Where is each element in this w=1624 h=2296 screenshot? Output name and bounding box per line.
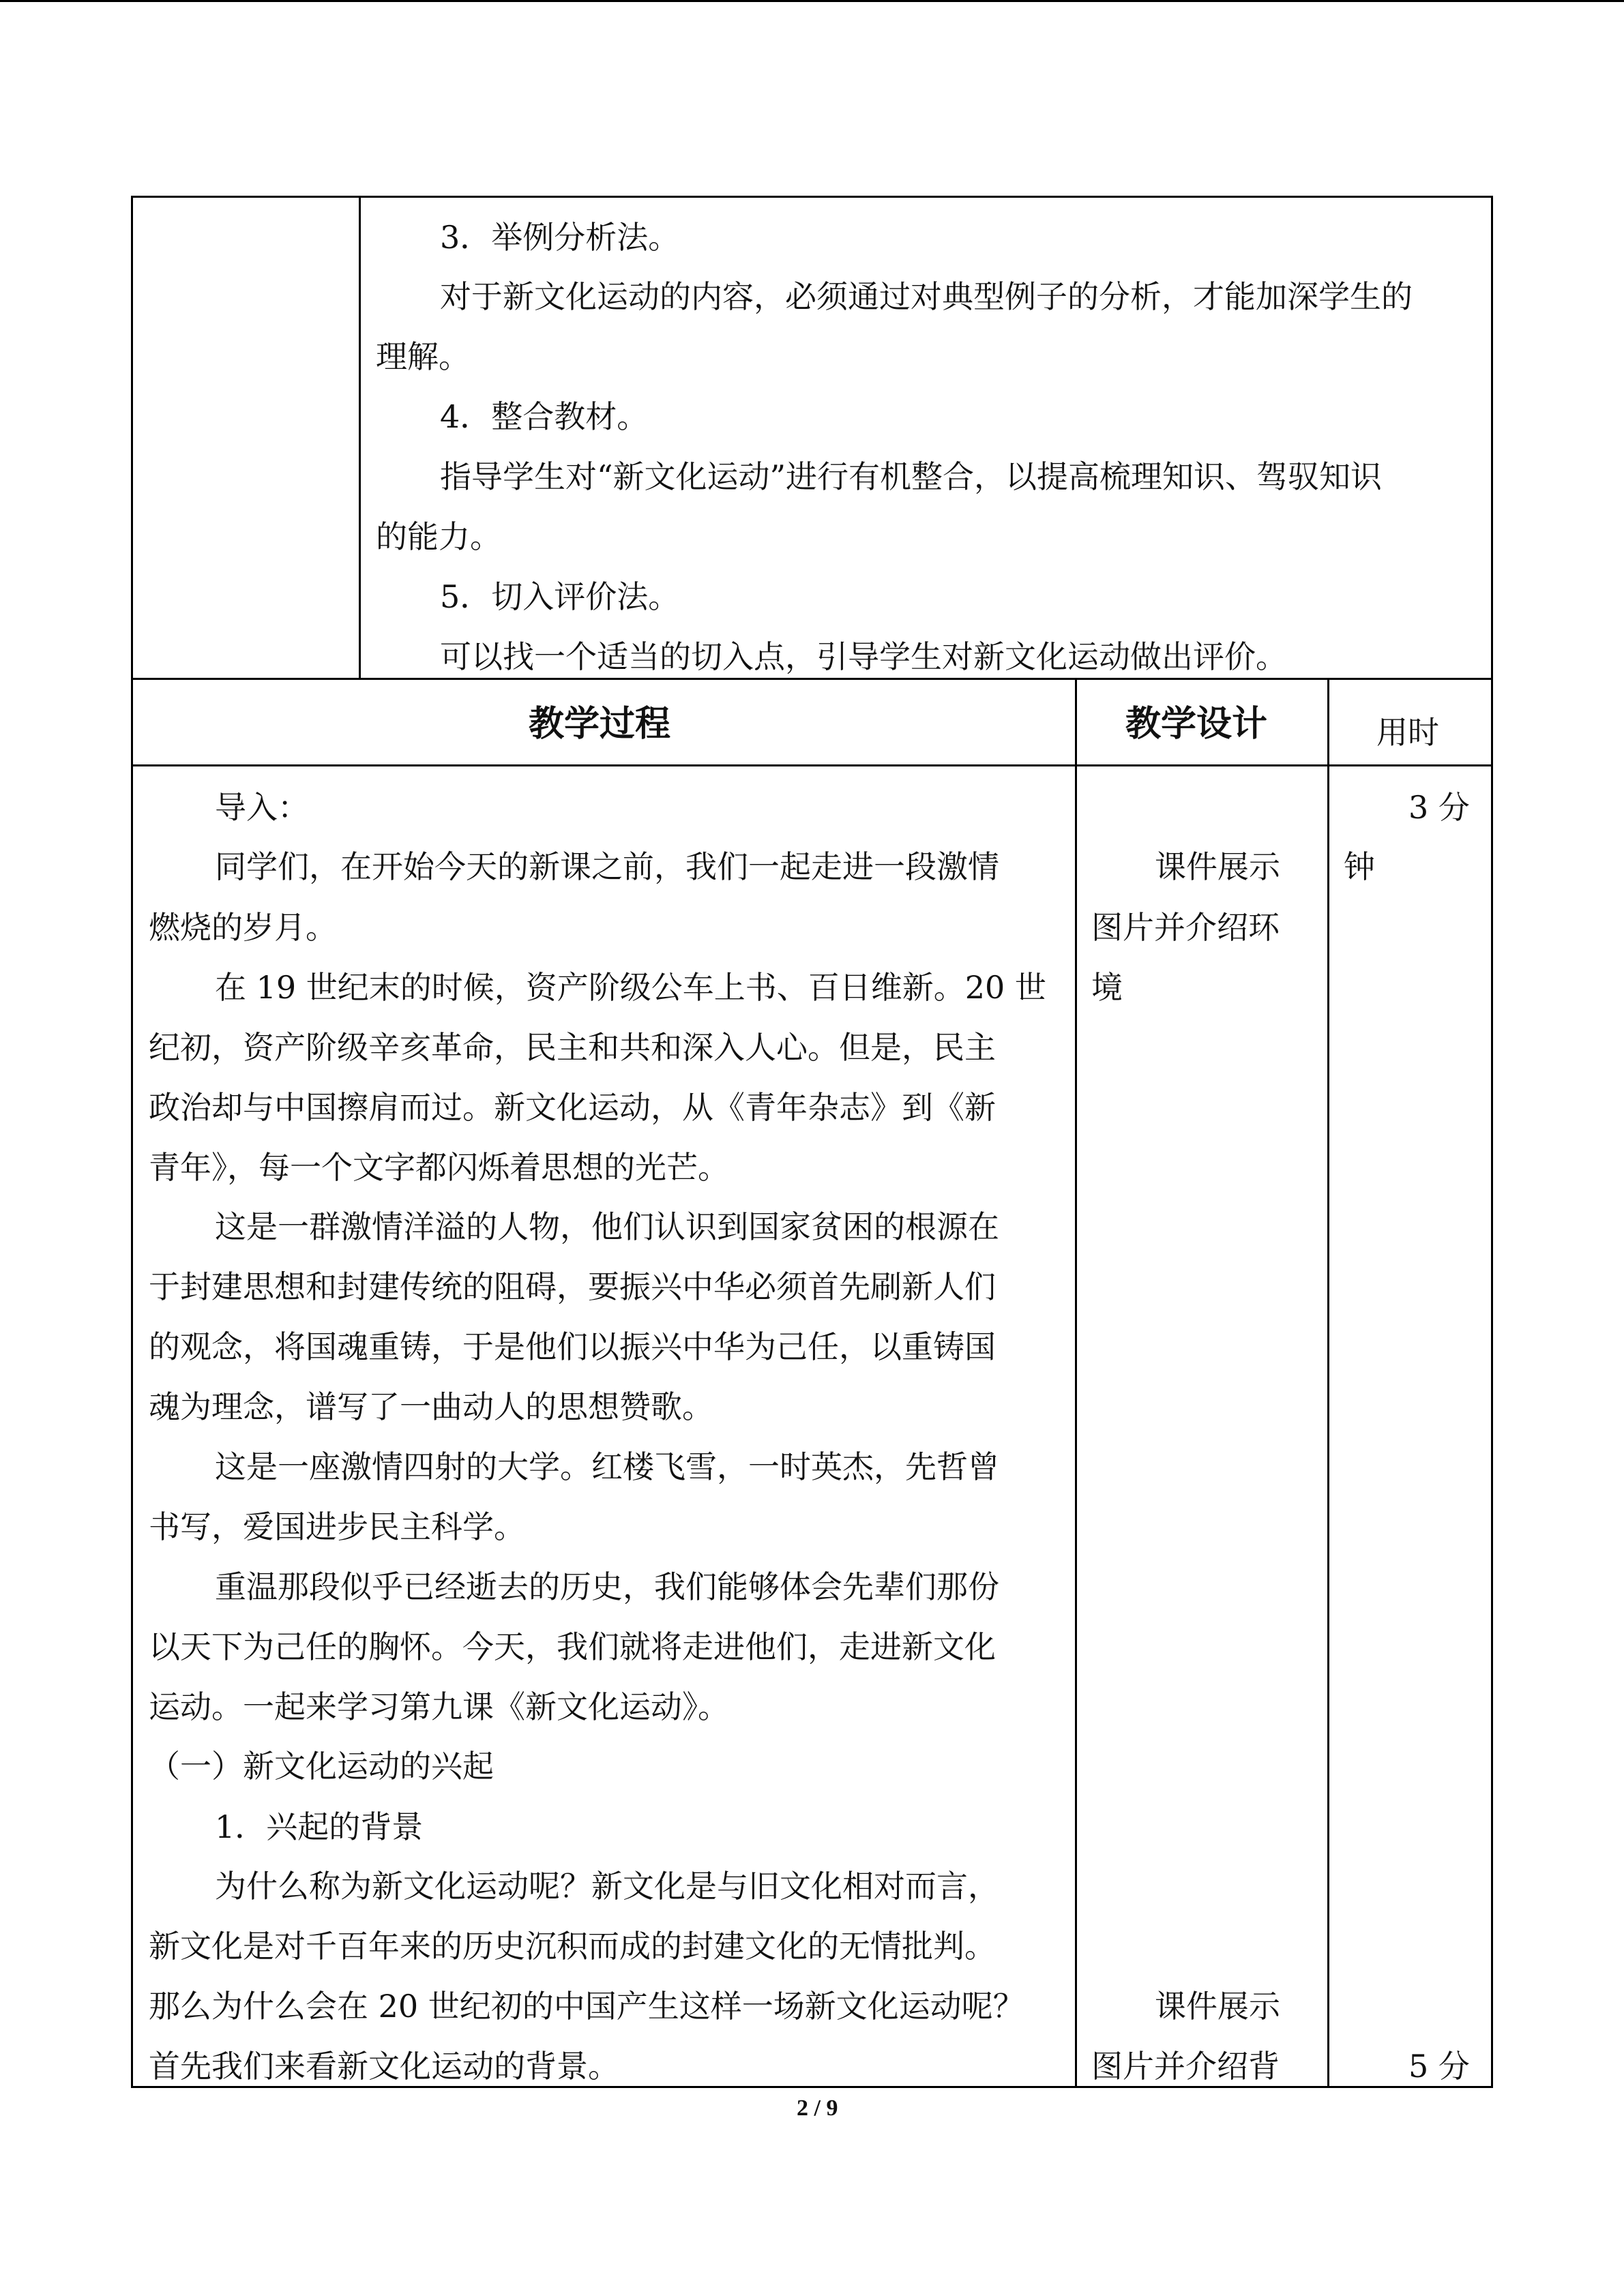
process-text-line: 这是一群激情洋溢的人物，他们认识到国家贫困的根源在 <box>215 1208 999 1245</box>
method-text-line: 理解。 <box>376 338 470 375</box>
method-item-title: 4．整合教材。 <box>440 398 649 435</box>
design-text-line: 图片并介绍背 <box>1091 2048 1280 2085</box>
table-border-left <box>131 196 133 2088</box>
section-heading: （一）新文化运动的兴起 <box>149 1748 494 1785</box>
process-text-line: 政治却与中国擦肩而过。新文化运动，从《青年杂志》到《新 <box>149 1089 996 1126</box>
process-text-line: 书写，爱国进步民主科学。 <box>149 1508 525 1545</box>
header-teaching-process: 教学过程 <box>529 704 671 745</box>
process-text-line: 首先我们来看新文化运动的背景。 <box>149 2048 619 2085</box>
time-text-line: 钟 <box>1344 848 1375 885</box>
process-text-line: 新文化是对千百年来的历史沉积而成的封建文化的无情批判。 <box>149 1928 996 1965</box>
table-divider-time <box>1327 678 1329 2088</box>
top-rule <box>0 0 1624 2</box>
process-text-line: 重温那段似乎已经逝去的历史，我们能够体会先辈们那份 <box>215 1568 999 1605</box>
table-border-header-top <box>131 678 1493 680</box>
process-text-line: 燃烧的岁月。 <box>149 909 337 946</box>
subsection-heading: 1．兴起的背景 <box>215 1808 424 1845</box>
time-text-line: 5 分 <box>1408 2048 1470 2085</box>
header-time: 用时 <box>1376 714 1439 751</box>
table-border-top <box>131 196 1493 198</box>
table-border-header-bottom <box>131 764 1493 766</box>
process-text-line: 青年》，每一个文字都闪烁着思想的光芒。 <box>149 1149 729 1186</box>
table-divider-label <box>359 196 361 680</box>
method-text-line: 对于新文化运动的内容，必须通过对典型例子的分析，才能加深学生的 <box>440 278 1413 315</box>
method-text-line: 指导学生对“新文化运动”进行有机整合，以提高梳理知识、驾驭知识 <box>440 458 1383 495</box>
process-text-line: 在 19 世纪末的时候，资产阶级公车上书、百日维新。20 世 <box>215 969 1046 1006</box>
page-number: 2 / 9 <box>797 2096 838 2121</box>
method-item-title: 3．举例分析法。 <box>440 219 680 256</box>
process-text-line: 以天下为己任的胸怀。今天，我们就将走进他们，走进新文化 <box>149 1628 996 1665</box>
process-text-line: 为什么称为新文化运动呢？新文化是与旧文化相对而言， <box>215 1868 999 1905</box>
process-text-line: 同学们，在开始今天的新课之前，我们一起走进一段激情 <box>215 848 999 885</box>
table-border-bottom <box>131 2086 1493 2088</box>
design-text-line: 课件展示 <box>1155 1988 1280 2025</box>
table-divider-design <box>1075 678 1077 2088</box>
method-text-line: 的能力。 <box>376 518 501 555</box>
process-text-line: 那么为什么会在 20 世纪初的中国产生这样一场新文化运动呢？ <box>149 1988 1024 2025</box>
process-text-line: 纪初，资产阶级辛亥革命，民主和共和深入人心。但是，民主 <box>149 1029 996 1066</box>
method-text-line: 可以找一个适当的切入点，引导学生对新文化运动做出评价。 <box>440 638 1287 675</box>
time-text-line: 3 分 <box>1408 789 1470 826</box>
process-text-line: 这是一座激情四射的大学。红楼飞雪，一时英杰，先哲曾 <box>215 1448 999 1485</box>
method-item-title: 5．切入评价法。 <box>440 578 680 615</box>
design-text-line: 课件展示 <box>1155 848 1280 885</box>
process-text-line: 运动。一起来学习第九课《新文化运动》。 <box>149 1688 729 1725</box>
design-text-line: 图片并介绍环 <box>1091 909 1280 946</box>
process-text-line: 导入： <box>215 789 309 826</box>
process-text-line: 的观念，将国魂重铸，于是他们以振兴中华为己任，以重铸国 <box>149 1328 996 1365</box>
table-border-right <box>1491 196 1493 2088</box>
design-text-line: 境 <box>1091 969 1123 1006</box>
header-teaching-design: 教学设计 <box>1125 704 1268 745</box>
process-text-line: 于封建思想和封建传统的阻碍，要振兴中华必须首先刷新人们 <box>149 1268 996 1305</box>
process-text-line: 魂为理念，谱写了一曲动人的思想赞歌。 <box>149 1388 713 1425</box>
